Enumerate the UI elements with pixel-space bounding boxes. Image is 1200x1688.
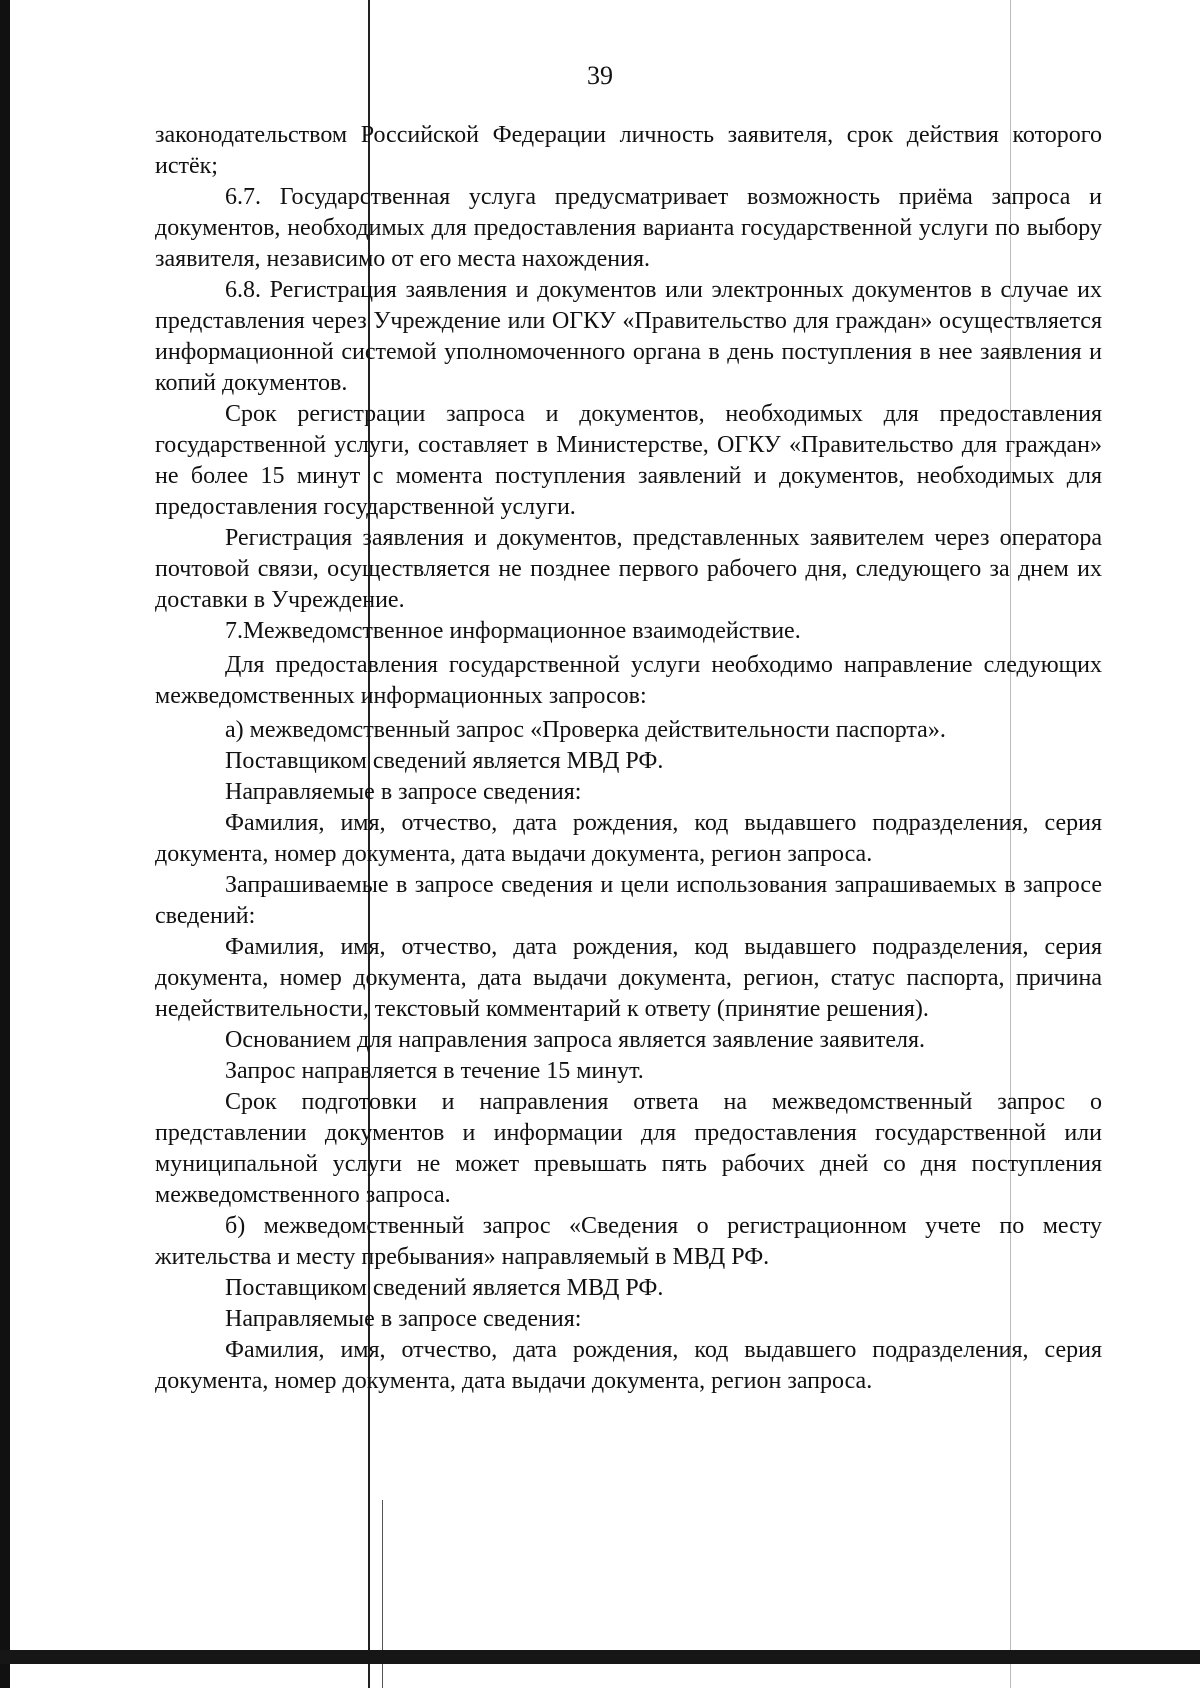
paragraph-1: законодательством Российской Федерации личность заявителя, срок действия которого истёк; [155, 122, 1102, 179]
paragraph-16: Срок подготовки и направления ответа на межведомственный запрос о представлении документов и информации для предоставления государственной или муниципальной услуги не может превышать пять рабочих дней со дня поступления межведомственного запроса. [155, 1089, 1102, 1208]
paragraph-18: Поставщиком сведений является МВД РФ. [225, 1275, 664, 1301]
scan-edge-bottom [0, 1650, 1200, 1664]
paragraph-3: 6.8. Регистрация заявления и документов или электронных документов в случае их представления через Учреждение или ОГКУ «Правительство для граждан» осуществляется информационной системой уполномоченного органа в день поступления в нее заявления и копий документов. [155, 277, 1102, 396]
paragraph-9: Поставщиком сведений является МВД РФ. [225, 748, 664, 774]
paragraph-12: Запрашиваемые в запросе сведения и цели использования запрашиваемых в запросе сведений: [155, 872, 1102, 929]
paragraph-6: 7.Межведомственное информационное взаимодействие. [225, 618, 801, 644]
paragraph-11: Фамилия, имя, отчество, дата рождения, код выдавшего подразделения, серия документа, номер документа, дата выдачи документа, регион запроса. [155, 810, 1102, 867]
paragraph-15: Запрос направляется в течение 15 минут. [225, 1058, 644, 1084]
paragraph-4: Срок регистрации запроса и документов, необходимых для предоставления государственной услуги, составляет в Министерстве, ОГКУ «Правительство для граждан» не более 15 минут с момента поступления заявлений и документов, необходимых для предоставления государственной услуги. [155, 401, 1102, 520]
paragraph-20: Фамилия, имя, отчество, дата рождения, код выдавшего подразделения, серия документа, номер документа, дата выдачи документа, регион запроса. [155, 1337, 1102, 1394]
paragraph-7: Для предоставления государственной услуги необходимо направление следующих межведомственных информационных запросов: [155, 652, 1102, 709]
paragraph-14: Основанием для направления запроса является заявление заявителя. [225, 1027, 926, 1053]
paragraph-19: Направляемые в запросе сведения: [225, 1306, 582, 1332]
paragraph-17: б) межведомственный запрос «Сведения о регистрационном учете по месту жительства и месту пребывания» направляемый в МВД РФ. [155, 1213, 1102, 1270]
paragraph-2: 6.7. Государственная услуга предусматривает возможность приёма запроса и документов, необходимых для предоставления варианта государственной услуги по выбору заявителя, независимо от его места нахождения. [155, 184, 1102, 272]
paragraph-10: Направляемые в запросе сведения: [225, 779, 582, 805]
paragraph-5: Регистрация заявления и документов, представленных заявителем через оператора почтовой связи, осуществляется не позднее первого рабочего дня, следующего за днем их доставки в Учреждение. [155, 525, 1102, 613]
page-number: 39 [587, 61, 613, 90]
paragraph-8: а) межведомственный запрос «Проверка действительности паспорта». [225, 717, 946, 743]
document-body [155, 120, 1102, 1397]
paragraph-13: Фамилия, имя, отчество, дата рождения, код выдавшего подразделения, серия документа, номер документа, дата выдачи документа, регион, статус паспорта, причина недействительности, текстовый комментарий к ответу (принятие решения). [155, 934, 1102, 1022]
scan-edge-left [0, 0, 10, 1688]
